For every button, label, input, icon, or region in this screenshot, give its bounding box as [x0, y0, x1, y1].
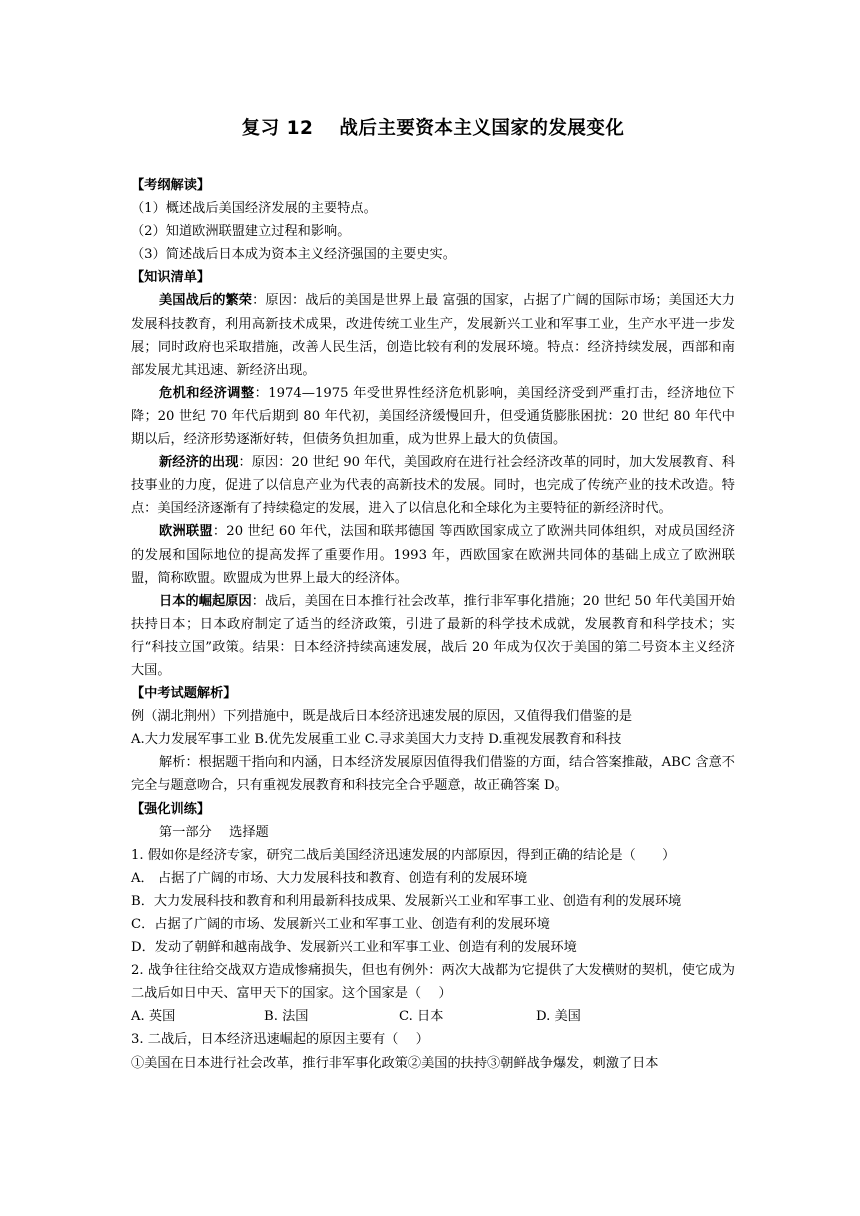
question-2-stem: 2. 战争往往给交战双方造成惨痛损失，但也有例外：两次大战都为它提供了大发横财的契机，使它成为二战后如日中天、富甲天下的国家。这个国家是（ ） — [131, 963, 735, 1002]
knowledge-text: ：20 世纪 60 年代，法国和联邦德国 等西欧国家成立了欧洲共同体组织，对成员国经济的发展和国际地位的提高发挥了重要作用。1993 年，西欧国家在欧洲共同体的基础上成立了欧洲联盟，简称欧盟。欧盟成为世界上最大的经济体。 — [131, 524, 736, 586]
question-1-stem: 1. 假如你是经济专家，研究二战后美国经济迅速发展的内部原因，得到正确的结论是（ ） — [131, 847, 676, 863]
syllabus-header: 【考纲解读】 — [131, 178, 211, 193]
question-1-option-a: A． 占据了广阔的市场、大力发展科技和教育、创造有利的发展环境 — [131, 870, 528, 886]
title-number: 复习 12 — [241, 118, 314, 139]
title-text: 战后主要资本主义国家的发展变化 — [339, 118, 625, 139]
exam-options: A.大力发展军事工业 B.优先发展重工业 C.寻求美国大力支持 D.重视发展教育和科技 — [131, 732, 622, 748]
knowledge-term: 日本的崛起原因 — [159, 593, 252, 609]
knowledge-paragraph — [131, 382, 735, 451]
syllabus-item: （2）知道欧洲联盟建立过程和影响。 — [131, 224, 351, 240]
training-part-title: 第一部分 选择题 — [159, 824, 269, 840]
question-2-option-a: A. 英国 — [131, 1009, 176, 1025]
page-title — [131, 114, 735, 140]
question-3-stem: 3. 二战后，日本经济迅速崛起的原因主要有（ ） — [131, 1032, 429, 1048]
knowledge-text: ：1974—1975 年受世界性经济危机影响，美国经济受到严重打击，经济地位下降；20 世纪 70 年代后期到 80 年代初，美国经济缓慢回升，但受通货膨胀困扰：20 世纪 80 年代中期以后，经济形势逐渐好转，但债务负担加重，成为世界上最大的负债国。 — [131, 385, 736, 448]
document-body — [131, 174, 735, 1075]
question-3-line: ①美国在日本进行社会改革，推行非军事化政策②美国的扶持③朝鲜战争爆发，刺激了日本 — [131, 1055, 659, 1071]
exam-header: 【中考试题解析】 — [131, 686, 237, 702]
exam-question: 例（湖北荆州）下列措施中，既是战后日本经济迅速发展的原因，又值得我们借鉴的是 — [131, 709, 633, 725]
knowledge-paragraph — [131, 590, 735, 682]
knowledge-term: 危机和经济调整 — [159, 385, 255, 401]
syllabus-item: （3）简述战后日本成为资本主义经济强国的主要史实。 — [131, 247, 456, 263]
knowledge-paragraph — [131, 451, 735, 520]
knowledge-text: ：原因：战后的美国是世界上最 富强的国家，占据了广阔的国际市场；美国还大力发展科技教育，利用高新技术成果，改进传统工业生产，发展新兴工业和军事工业，生产水平进一步发展；同时政府也采取措施，改善人民生活，创造比较有利的发展环境。特点：经济持续发展，西部和南部发展尤其迅速、新经济出现。 — [131, 293, 735, 378]
question-1-option-d: D．发动了朝鲜和越南战争、发展新兴工业和军事工业、创造有利的发展环境 — [131, 940, 577, 956]
question-2-options — [131, 1005, 735, 1028]
knowledge-text: ：原因：20 世纪 90 年代，美国政府在进行社会经济改革的同时，加大发展教育、科技事业的力度，促进了以信息产业为代表的高新技术的发展。同时，也完成了传统产业的技术改造。特点：美国经济逐渐有了持续稳定的发展，进入了以信息化和全球化为主要特征的新经济时代。 — [131, 455, 735, 517]
question-2-option-c: C. 日本 — [399, 1009, 444, 1025]
knowledge-term: 美国战后的繁荣 — [159, 293, 253, 309]
exam-analysis: 解析：根据题干指向和内涵，日本经济发展原因值得我们借鉴的方面，结合答案推敲，ABC 含意不完全与题意吻合，只有重视发展教育和科技完全合乎题意，故正确答案 D。 — [131, 755, 735, 794]
question-2-option-d: D. 美国 — [536, 1009, 581, 1025]
training-header: 【强化训练】 — [131, 801, 211, 817]
syllabus-item: （1）概述战后美国经济发展的主要特点。 — [131, 201, 377, 217]
knowledge-term: 欧洲联盟 — [159, 524, 213, 540]
knowledge-term: 新经济的出现 — [159, 455, 239, 471]
knowledge-paragraph — [131, 289, 735, 381]
question-1-option-b: B．大力发展科技和教育和利用最新科技成果、发展新兴工业和军事工业、创造有利的发展环境 — [131, 893, 682, 909]
knowledge-paragraph — [131, 520, 735, 589]
knowledge-text: ：战后，美国在日本推行社会改革，推行非军事化措施；20 世纪 50 年代美国开始扶持日本；日本政府制定了适当的经济政策，引进了最新的科学技术成就，发展教育和科学技术；实行“科技立国”政策。结果：日本经济持续高速发展，战后 20 年成为仅次于美国的第二号资本主义经济大国。 — [131, 593, 735, 678]
question-2-option-b: B. 法国 — [264, 1009, 309, 1025]
knowledge-header: 【知识清单】 — [131, 270, 211, 286]
question-1-option-c: C．占据了广阔的市场、发展新兴工业和军事工业、创造有利的发展环境 — [131, 917, 550, 932]
